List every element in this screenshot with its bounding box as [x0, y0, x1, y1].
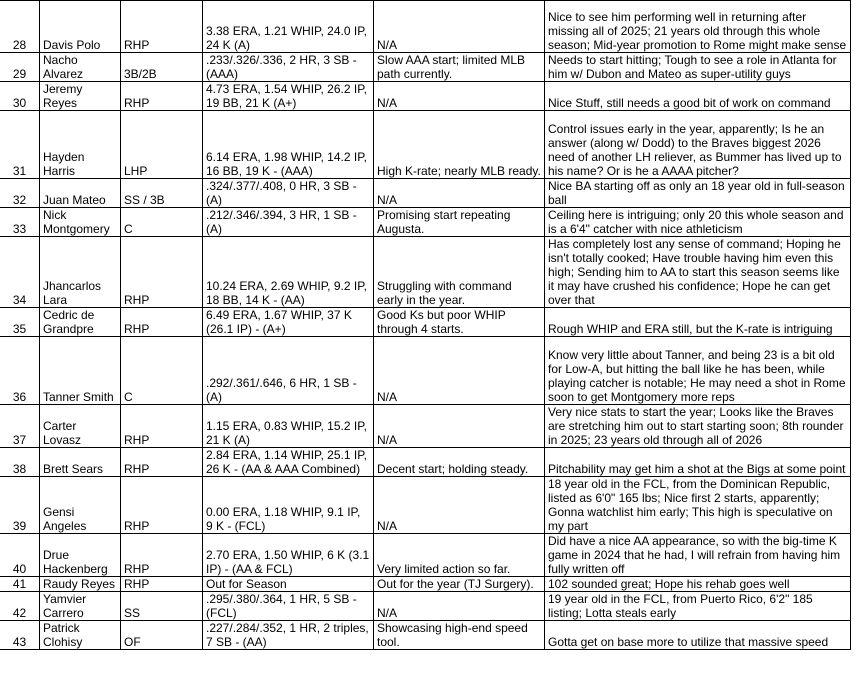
stats-cell[interactable]: 6.49 ERA, 1.67 WHIP, 37 K (26.1 IP) - (A+)	[203, 308, 374, 337]
position-cell[interactable]: RHP	[121, 82, 203, 111]
position-cell[interactable]: SS	[121, 592, 203, 621]
stats-cell[interactable]: .233/.326/.336, 2 HR, 3 SB - (AAA)	[203, 53, 374, 82]
row-number-cell[interactable]: 29	[0, 53, 40, 82]
notes-cell[interactable]: Control issues early in the year, apparently; Is he an answer (along w/ Dodd) to the Braves biggest 2026 need of another LH reliever, as Bummer has lived up to his name? Or is he a AAAA pitcher?	[545, 111, 851, 179]
position-cell[interactable]: C	[121, 208, 203, 237]
stats-cell[interactable]: 2.84 ERA, 1.14 WHIP, 25.1 IP, 26 K - (AA & AAA Combined)	[203, 448, 374, 477]
notes-cell[interactable]: Has completely lost any sense of command; Hoping he isn't totally cooked; Have trouble having him even this high; Sending him to AA to start this season seems like it may have crushed his confidence; Hope he can get over that	[545, 237, 851, 308]
table-row	[0, 53, 851, 82]
notes-cell[interactable]: 102 sounded great; Hope his rehab goes well	[545, 577, 851, 592]
table-row	[0, 237, 851, 308]
table-row	[0, 82, 851, 111]
notes-cell[interactable]: Pitchability may get him a shot at the Bigs at some point	[545, 448, 851, 477]
table-row	[0, 477, 851, 534]
position-cell[interactable]: RHP	[121, 405, 203, 448]
table-row	[0, 405, 851, 448]
position-cell[interactable]: RHP	[121, 477, 203, 534]
notes-cell[interactable]: Know very little about Tanner, and being 23 is a bit old for Low-A, but hitting the ball like he has been, while playing catcher is notable; He may need a shot in Rome soon to get Montgomery more reps	[545, 337, 851, 405]
name-cell[interactable]: Juan Mateo	[40, 179, 121, 208]
row-number-cell[interactable]: 41	[0, 577, 40, 592]
position-cell[interactable]: RHP	[121, 534, 203, 577]
assessment-cell[interactable]: High K-rate; nearly MLB ready.	[374, 111, 545, 179]
table-row	[0, 621, 851, 650]
row-number-cell[interactable]: 42	[0, 592, 40, 621]
table-row	[0, 208, 851, 237]
row-number-cell[interactable]: 31	[0, 111, 40, 179]
row-number-cell[interactable]: 30	[0, 82, 40, 111]
stats-cell[interactable]: 6.14 ERA, 1.98 WHIP, 14.2 IP, 16 BB, 19 K - (AAA)	[203, 111, 374, 179]
row-number-cell[interactable]: 34	[0, 237, 40, 308]
notes-cell[interactable]: 19 year old in the FCL, from Puerto Rico, 6'2" 185 listing; Lotta steals early	[545, 592, 851, 621]
stats-cell[interactable]: 10.24 ERA, 2.69 WHIP, 9.2 IP, 18 BB, 14 K - (AA)	[203, 237, 374, 308]
row-number-cell[interactable]: 35	[0, 308, 40, 337]
table-row	[0, 448, 851, 477]
table-row	[0, 111, 851, 179]
name-cell[interactable]: Patrick Clohisy	[40, 621, 121, 650]
stats-cell[interactable]: 4.73 ERA, 1.54 WHIP, 26.2 IP, 19 BB, 21 K (A+)	[203, 82, 374, 111]
table-row	[0, 577, 851, 592]
stats-cell[interactable]: .227/.284/.352, 1 HR, 2 triples, 7 SB - (AA)	[203, 621, 374, 650]
name-cell[interactable]: Gensi Angeles	[40, 477, 121, 534]
notes-cell[interactable]: Needs to start hitting; Tough to see a role in Atlanta for him w/ Dubon and Mateo as super-utility guys	[545, 53, 851, 82]
assessment-cell[interactable]: Promising start repeating Augusta.	[374, 208, 545, 237]
row-number-cell[interactable]: 38	[0, 448, 40, 477]
assessment-cell[interactable]: N/A	[374, 592, 545, 621]
name-cell[interactable]: Jeremy Reyes	[40, 82, 121, 111]
row-number-cell[interactable]: 37	[0, 405, 40, 448]
assessment-cell[interactable]: Out for the year (TJ Surgery).	[374, 577, 545, 592]
name-cell[interactable]: Cedric de Grandpre	[40, 308, 121, 337]
name-cell[interactable]: Davis Polo	[40, 1, 121, 53]
position-cell[interactable]: LHP	[121, 111, 203, 179]
table-row	[0, 1, 851, 53]
stats-cell[interactable]: .292/.361/.646, 6 HR, 1 SB - (A)	[203, 337, 374, 405]
name-cell[interactable]: Hayden Harris	[40, 111, 121, 179]
row-number-cell[interactable]: 36	[0, 337, 40, 405]
name-cell[interactable]: Drue Hackenberg	[40, 534, 121, 577]
assessment-cell[interactable]: Decent start; holding steady.	[374, 448, 545, 477]
stats-cell[interactable]: 3.38 ERA, 1.21 WHIP, 24.0 IP, 24 K (A)	[203, 1, 374, 53]
notes-cell[interactable]: Nice to see him performing well in returning after missing all of 2025; 21 years old through this whole season; Mid-year promotion to Rome might make sense	[545, 1, 851, 53]
position-cell[interactable]: C	[121, 337, 203, 405]
notes-cell[interactable]: Rough WHIP and ERA still, but the K-rate is intriguing	[545, 308, 851, 337]
row-number-cell[interactable]: 39	[0, 477, 40, 534]
assessment-cell[interactable]: Struggling with command early in the year.	[374, 237, 545, 308]
assessment-cell[interactable]: N/A	[374, 82, 545, 111]
assessment-cell[interactable]: Slow AAA start; limited MLB path currently.	[374, 53, 545, 82]
notes-cell[interactable]: Ceiling here is intriguing; only 20 this whole season and is a 6'4" catcher with nice athleticism	[545, 208, 851, 237]
table-row	[0, 308, 851, 337]
name-cell[interactable]: Nacho Alvarez	[40, 53, 121, 82]
position-cell[interactable]: OF	[121, 621, 203, 650]
row-number-cell[interactable]: 43	[0, 621, 40, 650]
stats-cell[interactable]: Out for Season	[203, 577, 374, 592]
row-number-cell[interactable]: 32	[0, 179, 40, 208]
assessment-cell[interactable]: Good Ks but poor WHIP through 4 starts.	[374, 308, 545, 337]
name-cell[interactable]: Raudy Reyes	[40, 577, 121, 592]
table-row	[0, 337, 851, 405]
name-cell[interactable]: Tanner Smith	[40, 337, 121, 405]
stats-cell[interactable]: 2.70 ERA, 1.50 WHIP, 6 K (3.1 IP) - (AA & FCL)	[203, 534, 374, 577]
notes-cell[interactable]: Nice BA starting off as only an 18 year old in full-season ball	[545, 179, 851, 208]
name-cell[interactable]: Nick Montgomery	[40, 208, 121, 237]
notes-cell[interactable]: Gotta get on base more to utilize that massive speed	[545, 621, 851, 650]
table-row	[0, 534, 851, 577]
stats-cell[interactable]: 0.00 ERA, 1.18 WHIP, 9.1 IP, 9 K - (FCL)	[203, 477, 374, 534]
notes-cell[interactable]: 18 year old in the FCL, from the Dominican Republic, listed as 6'0" 165 lbs; Nice first 2 starts, apparently; Gonna watchlist him early; This high is speculative on my part	[545, 477, 851, 534]
row-number-cell[interactable]: 40	[0, 534, 40, 577]
stats-cell[interactable]: .295/.380/.364, 1 HR, 5 SB - (FCL)	[203, 592, 374, 621]
notes-cell[interactable]: Very nice stats to start the year; Looks like the Braves are stretching him out to start starting soon; 8th rounder in 2025; 23 years old through all of 2026	[545, 405, 851, 448]
stats-cell[interactable]: .212/.346/.394, 3 HR, 1 SB - (A)	[203, 208, 374, 237]
name-cell[interactable]: Brett Sears	[40, 448, 121, 477]
position-cell[interactable]: RHP	[121, 308, 203, 337]
assessment-cell[interactable]: Very limited action so far.	[374, 534, 545, 577]
name-cell[interactable]: Jhancarlos Lara	[40, 237, 121, 308]
notes-cell[interactable]: Did have a nice AA appearance, so with the big-time K game in 2024 that he had, I will refrain from having him fully written off	[545, 534, 851, 577]
name-cell[interactable]: Carter Lovasz	[40, 405, 121, 448]
assessment-cell[interactable]: N/A	[374, 1, 545, 53]
table-row	[0, 179, 851, 208]
stats-cell[interactable]: 1.15 ERA, 0.83 WHIP, 15.2 IP, 21 K (A)	[203, 405, 374, 448]
notes-cell[interactable]: Nice Stuff, still needs a good bit of work on command	[545, 82, 851, 111]
assessment-cell[interactable]: N/A	[374, 179, 545, 208]
position-cell[interactable]: 3B/2B	[121, 53, 203, 82]
assessment-cell[interactable]: N/A	[374, 337, 545, 405]
assessment-cell[interactable]: N/A	[374, 477, 545, 534]
assessment-cell[interactable]: Showcasing high-end speed tool.	[374, 621, 545, 650]
position-cell[interactable]: RHP	[121, 1, 203, 53]
position-cell[interactable]: RHP	[121, 577, 203, 592]
position-cell[interactable]: RHP	[121, 237, 203, 308]
assessment-cell[interactable]: N/A	[374, 405, 545, 448]
position-cell[interactable]: SS / 3B	[121, 179, 203, 208]
position-cell[interactable]: RHP	[121, 448, 203, 477]
table-row	[0, 592, 851, 621]
name-cell[interactable]: Yamvier Carrero	[40, 592, 121, 621]
row-number-cell[interactable]: 28	[0, 1, 40, 53]
stats-cell[interactable]: .324/.377/.408, 0 HR, 3 SB - (A)	[203, 179, 374, 208]
row-number-cell[interactable]: 33	[0, 208, 40, 237]
